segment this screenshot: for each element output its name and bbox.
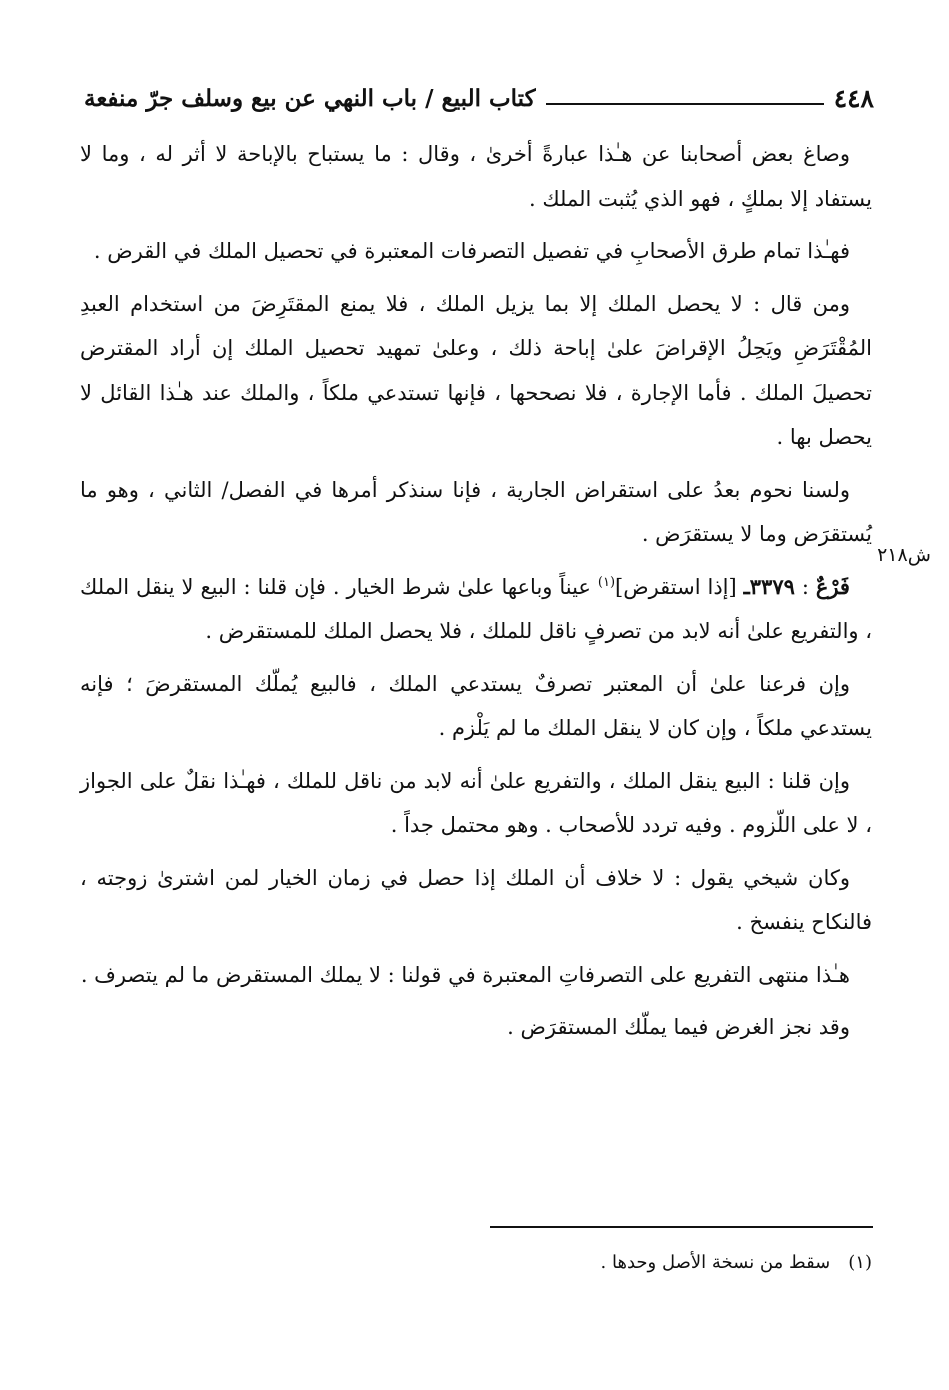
margin-folio-note: ش٢١٨ [877,544,931,566]
paragraph: ولسنا نحوم بعدُ على استقراض الجارية ، فإنا سنذكر أمرها في الفصل/ الثاني ، وهو ما يُستقرَض وما لا يستقرَض . [80,477,872,546]
footnotes [84,1248,872,1278]
footnote-separator [490,1226,873,1228]
running-title: كتاب البيع / باب النهي عن بيع وسلف جرّ منفعة [84,84,536,112]
editorial-insertion: [إذا استقرض] [615,574,737,599]
paragraph: وكان شيخي يقول : لا خلاف أن الملك إذا حصل في زمان الخيار لمن اشترىٰ زوجته ، فالنكاح ينفسخ . [80,865,872,934]
paragraph: وإن فرعنا علىٰ أن المعتبر تصرفٌ يستدعي الملك ، فالبيع يُملّك المستقرضَ ؛ فإنه يستدعي ملكاً ، وإن كان لا ينقل الملك ما لم يَلْزم . [80,671,872,740]
footnote-item [84,1248,872,1278]
header-rule [546,103,824,105]
footnote-reference[interactable]: (١) [597,574,616,590]
body-text [80,132,872,1058]
paragraph: وإن قلنا : البيع ينقل الملك ، والتفريع علىٰ أنه لابد من ناقل للملك ، فهـٰذا نقلٌ على الجواز ، لا على اللّزوم . وفيه تردد للأصحاب . وهو محتمل جداً . [80,768,872,837]
paragraph: وقد نجز الغرض فيما يملّك المستقرَض . [507,1015,850,1039]
issue-paragraph: فَرْعٌ : ٣٣٧٩ـ [إذا استقرض]$^{(١)}$ عيناً وباعها علىٰ شرط الخيار . فإن قلنا : البيع لا ينقل الملك ، والتفريع علىٰ أنه لابد من تصرفٍ ناقل للملك ، فلا يحصل الملك للمستقرض . [80,573,872,643]
issue-number: ٣٣٧٩ـ [743,573,795,599]
page-number: ٤٤٨ [833,83,874,113]
footnote-number: (١) [848,1252,872,1273]
paragraph: فهـٰذا تمام طرق الأصحابِ في تفصيل التصرفات المعتبرة في تحصيل الملك في القرض . [93,239,850,263]
issue-text: عيناً وباعها علىٰ شرط الخيار . فإن قلنا : البيع لا ينقل الملك ، والتفريع علىٰ أنه لابد من تصرفٍ ناقل للملك ، فلا يحصل الملك للمستقرض . [80,574,872,643]
paragraph: ومن قال : لا يحصل الملك إلا بما يزيل الملك ، فلا يمنع المقتَرِضَ من استخدام العبدِ المُقْتَرَضِ ويَحِلُ الإقراضَ علىٰ إباحة ذلك ، وعلىٰ تمهيد تحصيل الملك إن أراد المقترض تحصيلَ الملك . فأما الإجارة ، فلا نصححها ، فإنها تستدعي ملكاً ، والملك عند هـٰذا القائل لا يحصل بها . [80,291,872,449]
page-header [84,78,874,118]
paragraph: وصاغ بعض أصحابنا عن هـٰذا عبارةً أخرىٰ ، وقال : ما يستباح بالإباحة لا أثر له ، وما لا يستفاد إلا بملكٍ ، فهو الذي يُثبت الملك . [80,142,872,211]
issue-marker: فَرْعٌ [815,573,850,599]
footnote-text: سقط من نسخة الأصل وحدها . [600,1252,831,1273]
paragraph: هـٰذا منتهى التفريع على التصرفاتِ المعتبرة في قولنا : لا يملك المستقرض ما لم يتصرف . [80,962,850,987]
